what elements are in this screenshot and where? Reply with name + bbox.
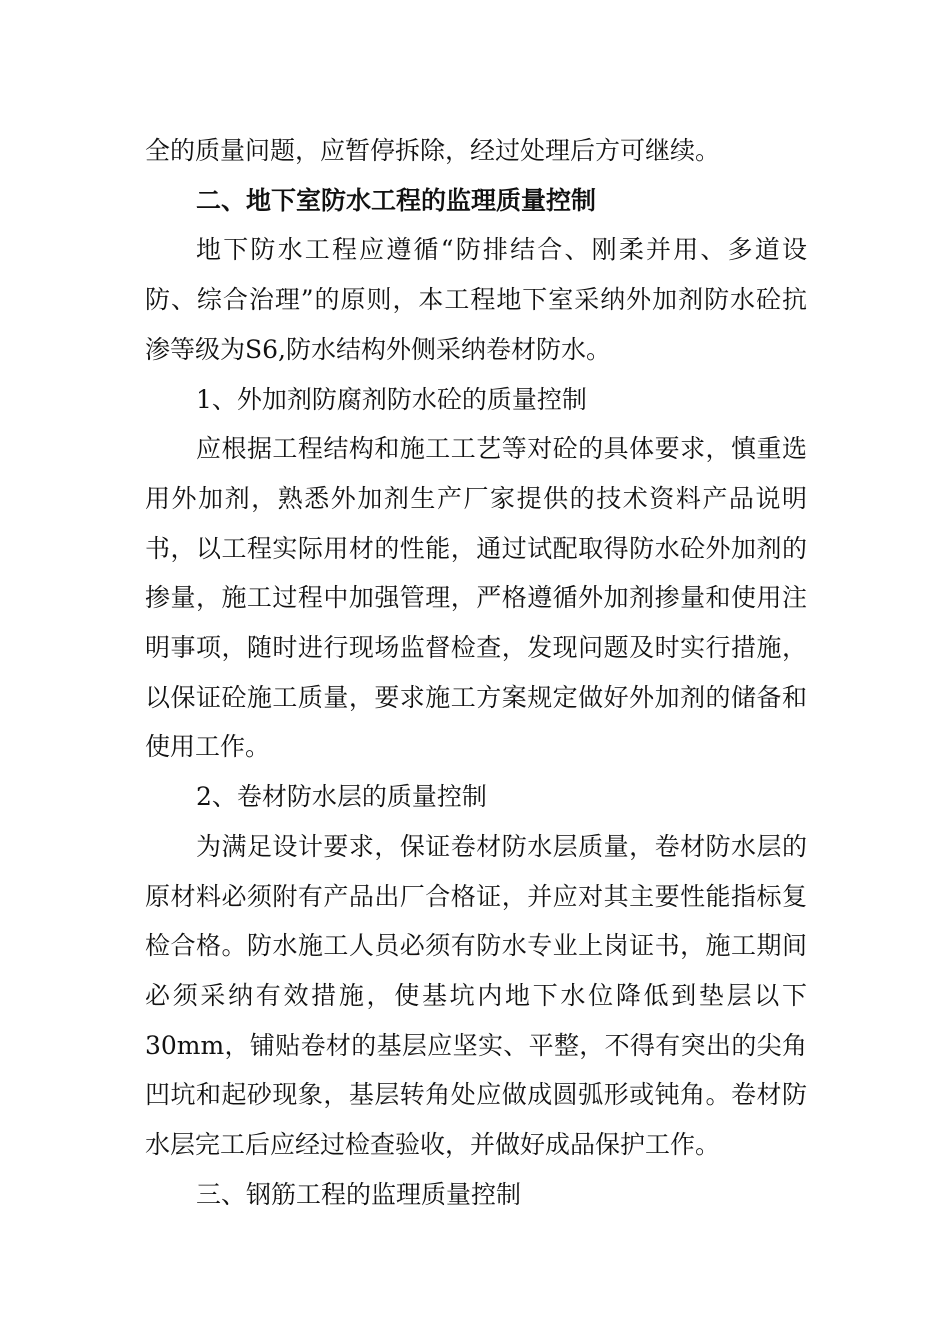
subheading-membrane-layer: 2、卷材防水层的质量控制 [196, 782, 487, 812]
paragraph-continuation: 全的质量问题，应暂停拆除，经过处理后方可继续。 [145, 136, 721, 165]
paragraph-waterproofing-principle: 地下防水工程应遵循“防排结合、刚柔并用、多道设防、综合治理”的原则，本工程地下室采纳外加剂防水砼抗渗等级为S6,防水结构外侧采纳卷材防水。 [145, 235, 807, 364]
section-heading-basement-waterproofing: 二、地下室防水工程的监理质量控制 [196, 185, 597, 215]
section-heading-rebar-engineering: 三、钢筋工程的监理质量控制 [196, 1179, 522, 1209]
subheading-admixture-concrete: 1、外加剂防腐剂防水砼的质量控制 [196, 384, 587, 414]
paragraph-admixture-control: 应根据工程结构和施工工艺等对砼的具体要求，慎重选用外加剂，熟悉外加剂生产厂家提供的技术资料产品说明书，以工程实际用材的性能，通过试配取得防水砼外加剂的掺量，施工过程中加强管理，严格遵循外加剂掺量和使用注明事项，随时进行现场监督检查，发现问题及时实行措施，以保证砼施工质量，要求施工方案规定做好外加剂的储备和使用工作。 [145, 434, 807, 762]
paragraph-membrane-control: 为满足设计要求，保证卷材防水层质量，卷材防水层的原材料必须附有产品出厂合格证，并应对其主要性能指标复检合格。防水施工人员必须有防水专业上岗证书，施工期间必须采纳有效措施，使基坑内地下水位降低到垫层以下30mm，铺贴卷材的基层应坚实、平整，不得有突出的尖角凹坑和起砂现象，基层转角处应做成圆弧形或钝角。卷材防水层完工后应经过检查验收，并做好成品保护工作。 [145, 831, 807, 1160]
document-body [145, 126, 807, 1219]
